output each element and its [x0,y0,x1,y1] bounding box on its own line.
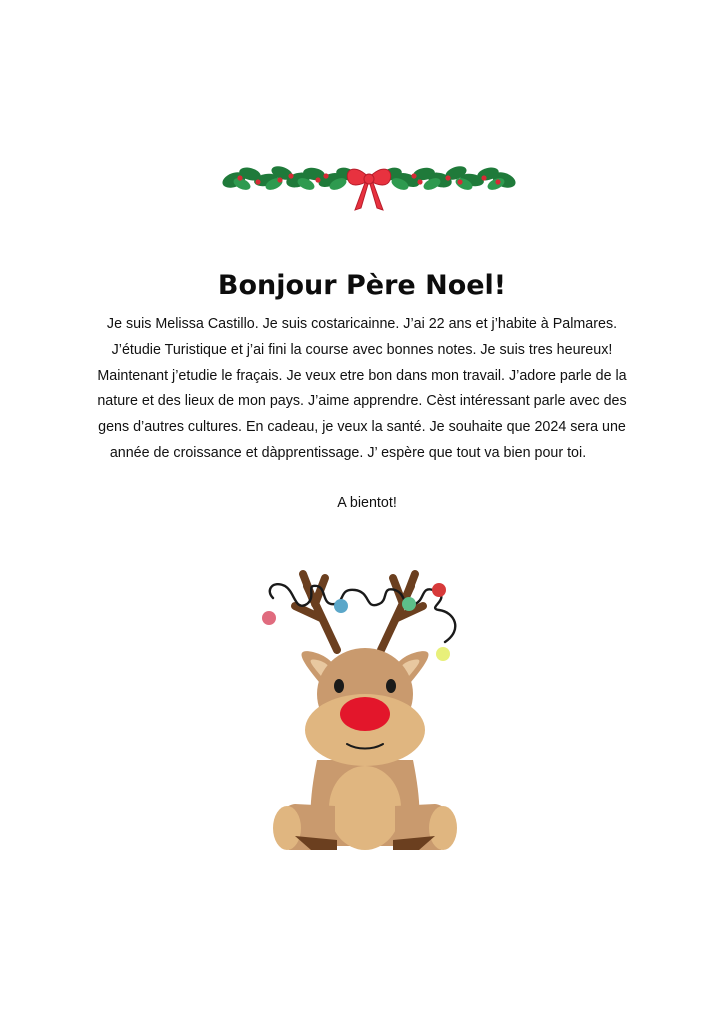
red-bow-icon [347,169,390,210]
reindeer-icon [262,574,457,850]
letter-line: Je suis Melissa Castillo. Je suis costaricainne. J’ai 22 ans et j’habite à Palmares. [106,316,618,332]
reindeer-illustration [255,560,475,860]
letter-closing: A bientot! [337,495,397,511]
letter-line: gens d’autres cultures. En cadeau, je veux la santé. Je souhaite que 2024 sera une [98,419,626,436]
letter-body [0,312,724,467]
holly-garland-illustration [222,158,516,218]
letter-line: Maintenant j’etudie le fraçais. Je veux etre bon dans mon travail. J’adore parle de la [97,367,627,384]
letter-line: année de croissance et dàpprentissage. J’ espère que tout va bien pour toi. [109,444,587,461]
letter-title: Bonjour Père Noel! [217,270,507,301]
letter-line: nature et des lieux de mon pays. J’aime apprendre. Cèst intéressant parle avec des [97,393,627,410]
letter-line: J’étudie Turistique et j’ai fini la course avec bonnes notes. Je suis tres heureux! [111,341,613,358]
